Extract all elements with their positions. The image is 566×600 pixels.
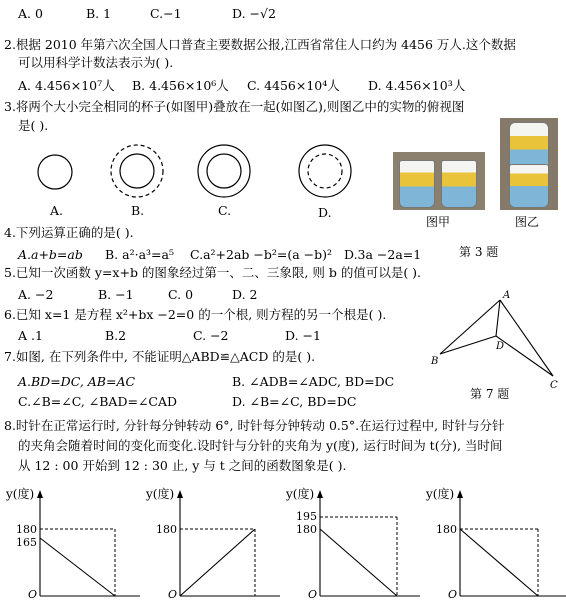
q2-option-b: B. 4.456×10⁶人 [132, 78, 229, 93]
graph-a-origin: O [28, 588, 38, 600]
graph-a-ylabel: y(度) [6, 487, 35, 501]
q2-option-c: C. 4456×10⁴人 [247, 78, 340, 93]
q6-stem: 6.已知 x=1 是方程 x²+bx −2=0 的一个根, 则方程的另一个根是( ). [4, 307, 387, 322]
q6-option-b: B.2 [105, 328, 127, 343]
q3-circle-d-outer [299, 145, 351, 197]
cup-stacked-top [509, 122, 549, 168]
q8-graph-c [280, 480, 420, 600]
q3-stem-line2: 是( ). [18, 118, 49, 133]
q4-option-c: C.a²+2ab −b²=(a −b)² [190, 247, 333, 262]
photo-cups-yi [500, 118, 558, 210]
q7-triangle-figure [428, 286, 566, 396]
q7-option-b: B. ∠ADB=∠ADC, BD=DC [232, 374, 395, 389]
q8-stem-line3: 从 12 : 00 开始到 12 : 30 止, y 与 t 之间的函数图象是( ). [18, 458, 347, 473]
cup-stacked-bottom [509, 164, 549, 208]
fig-yi-label: 图乙 [515, 215, 540, 229]
q7-stem: 7.如图, 在下列条件中, 不能证明△ABD≌△ACD 的是( ). [4, 349, 316, 364]
q3-circle-b-outer [111, 145, 163, 197]
q6-option-c: C. −2 [193, 328, 229, 343]
q3-circle-b-inner [120, 154, 154, 188]
graph-d-tick-180: 180 [436, 523, 457, 536]
q7-option-d: D. ∠B=∠C, BD=DC [232, 394, 357, 409]
q3-option-d: D. [318, 205, 332, 220]
graph-a-tick-165: 165 [16, 536, 37, 549]
photo-cups-jia [393, 152, 485, 210]
fig-jia-label: 图甲 [426, 215, 451, 229]
q3-circle-d-inner [308, 154, 342, 188]
q3-circle-c-outer [198, 145, 250, 197]
q5-option-b: B. −1 [98, 287, 134, 302]
q4-option-d: D.3a −2a=1 [344, 247, 422, 262]
q7-option-c: C.∠B=∠C, ∠BAD=∠CAD [18, 394, 178, 409]
q8-graph-d [420, 480, 566, 600]
graph-d-origin: O [448, 588, 458, 600]
q1-option-d: D. −√2 [232, 6, 276, 21]
graph-b-ylabel: y(度) [146, 487, 175, 501]
q3-circle-a [38, 155, 72, 189]
cup-left [399, 160, 435, 208]
graph-c-origin: O [308, 588, 318, 600]
q7-figure-label: 第 7 题 [470, 387, 510, 401]
q2-option-a: A. 4.456×10⁷人 [18, 78, 115, 93]
point-c-label: C [550, 380, 558, 391]
q4-option-b: B. a²·a³=a⁵ [105, 247, 174, 262]
q5-option-d: D. 2 [232, 287, 258, 302]
q4-option-a: A.a+b=ab [18, 247, 83, 262]
q6-option-a: A .1 [18, 328, 43, 343]
q6-option-d: D. −1 [285, 328, 321, 343]
q2-stem-line1: 2.根据 2010 年第六次全国人口普查主要数据公报,江西省常住人口约为 4456 万人.这个数据 [4, 37, 516, 52]
q4-stem: 4.下列运算正确的是( ). [4, 225, 134, 240]
q3-option-a: A. [50, 203, 64, 218]
q3-option-b: B. [131, 203, 145, 218]
graph-b-tick-180: 180 [156, 523, 177, 536]
point-d-label: D [496, 341, 505, 352]
q8-graph-b [140, 480, 280, 600]
graph-c-ylabel: y(度) [286, 487, 315, 501]
q1-option-a: A. 0 [18, 6, 43, 21]
q7-option-a: A.BD=DC, AB=AC [18, 374, 136, 389]
graph-c-tick-180: 180 [296, 523, 317, 536]
point-b-label: B [431, 356, 439, 367]
q1-option-b: B. 1 [86, 6, 112, 21]
q8-stem-line2: 的夹角会随着时间的变化而变化.设时针与分针的夹角为 y(度), 运行时间为 t(分), 当时间 [18, 438, 503, 453]
q2-stem-line2: 可以用科学计数法表示为( ). [18, 55, 174, 70]
graph-d-ylabel: y(度) [426, 487, 455, 501]
q5-option-c: C. 0 [168, 287, 194, 302]
q8-graph-a [0, 480, 140, 600]
q3-circle-c-inner [207, 154, 241, 188]
q8-stem-line1: 8.时针在正常运行时, 分针每分钟转动 6°, 时针每分钟转动 0.5°.在运行过程中, 时针与分针 [4, 418, 505, 433]
q1-option-c: C.−1 [150, 6, 182, 21]
graph-b-origin: O [168, 588, 178, 600]
graph-c-tick-195: 195 [296, 510, 317, 523]
q2-option-d: D. 4.456×10³人 [368, 78, 466, 93]
q3-stem-line1: 3.将两个大小完全相同的杯子(如图甲)叠放在一起(如图乙),则图乙中的实物的俯视图 [4, 99, 465, 114]
q5-option-a: A. −2 [18, 287, 54, 302]
point-a-label: A [503, 290, 511, 301]
q3-option-c: C. [218, 203, 232, 218]
graph-a-tick-180: 180 [16, 523, 37, 536]
cup-right [441, 160, 477, 208]
q5-stem: 5.已知一次函数 y=x+b 的图象经过第一、二、三象限, 则 b 的值可以是( ). [4, 265, 422, 280]
q3-figure-label: 第 3 题 [459, 245, 499, 259]
